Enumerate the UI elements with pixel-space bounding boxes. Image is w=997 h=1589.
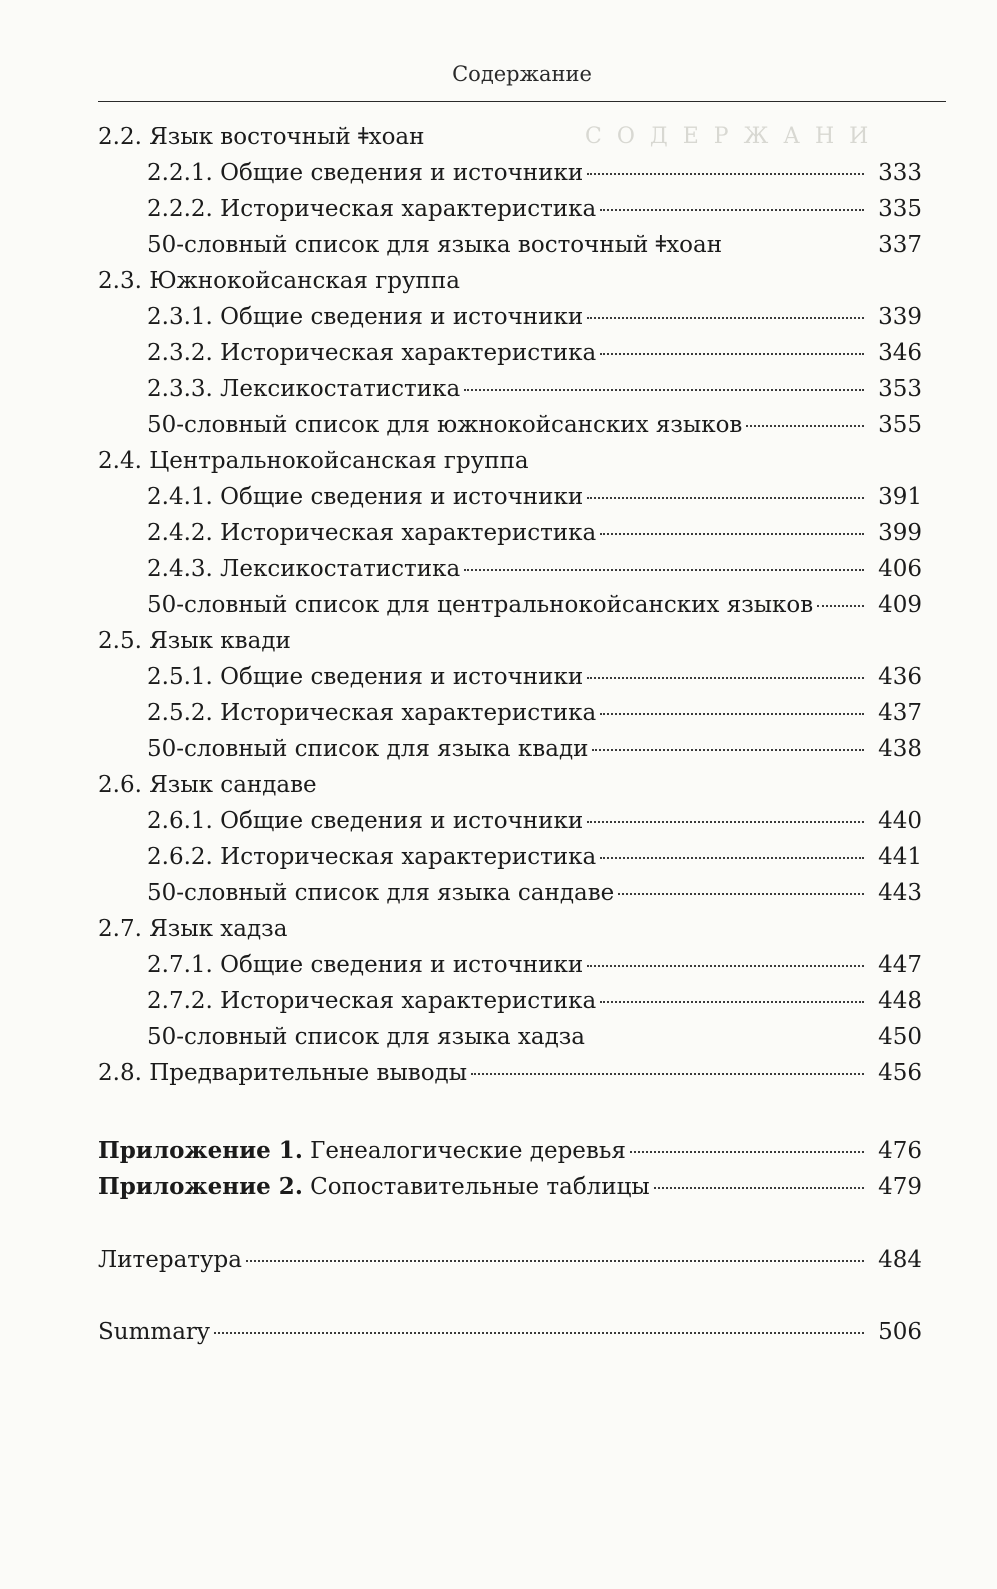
toc-section-2-5 <box>98 623 922 659</box>
toc-entry <box>147 335 922 371</box>
dot-leader <box>746 425 864 427</box>
appendix-label: Приложение 1. <box>98 1137 303 1164</box>
dot-leader <box>587 497 864 499</box>
dot-leader <box>600 209 864 211</box>
toc-section-2-4 <box>98 443 922 479</box>
toc-entry-title: 2.3.3. Лексикостатистика <box>147 376 461 402</box>
dot-leader <box>587 173 864 175</box>
dot-leader <box>464 389 864 391</box>
toc-section-2-2 <box>98 119 922 155</box>
dot-leader <box>587 677 864 679</box>
toc-appendix-2 <box>98 1169 922 1205</box>
toc-entry-title: 2.3. Южнокойсанская группа <box>98 268 460 294</box>
toc-page-number: 409 <box>878 592 922 618</box>
dot-leader <box>817 605 864 607</box>
toc-section-2-8 <box>98 1055 922 1091</box>
toc-entry <box>147 659 922 695</box>
toc-entry-title <box>98 1133 626 1169</box>
toc-entry <box>147 515 922 551</box>
toc-page-number: 406 <box>878 556 922 582</box>
toc-entry <box>147 191 922 227</box>
toc-entry <box>147 1019 922 1055</box>
toc-page-number: 506 <box>878 1319 922 1345</box>
dot-leader <box>587 965 864 967</box>
toc-entry <box>147 551 922 587</box>
dot-leader <box>600 533 864 535</box>
toc-entry <box>147 407 922 443</box>
dot-leader <box>587 821 864 823</box>
toc-page-number: 441 <box>878 844 922 870</box>
dot-leader <box>214 1332 864 1334</box>
toc-entry-title: 2.4.1. Общие сведения и источники <box>147 484 584 510</box>
toc-entry <box>147 155 922 191</box>
bleed-through-heading: С О Д Е Р Ж А Н И <box>585 124 873 149</box>
toc-entry <box>147 587 922 623</box>
toc-entry-title: 2.8. Предварительные выводы <box>98 1060 468 1086</box>
dot-leader <box>464 569 864 571</box>
toc-entry-title: 2.7. Язык хадза <box>98 916 288 942</box>
dot-leader <box>471 1073 864 1075</box>
toc-entry <box>147 731 922 767</box>
header-rule <box>98 101 946 102</box>
toc-entry-title: 2.2.2. Историческая характеристика <box>147 196 597 222</box>
toc-page-number: 346 <box>878 340 922 366</box>
toc-entry <box>147 839 922 875</box>
toc-page-number: 353 <box>878 376 922 402</box>
dot-leader <box>246 1260 864 1262</box>
toc-page-number: 333 <box>878 160 922 186</box>
dot-leader <box>600 353 864 355</box>
dot-leader <box>592 749 864 751</box>
dot-leader <box>618 893 864 895</box>
toc-entry-title: 2.5.1. Общие сведения и источники <box>147 664 584 690</box>
dot-leader <box>587 317 864 319</box>
toc-entry <box>147 947 922 983</box>
toc-entry-title: 2.6.1. Общие сведения и источники <box>147 808 584 834</box>
toc-page-number: 391 <box>878 484 922 510</box>
toc-entry-title: 50-словный список для языка хадза <box>147 1024 586 1050</box>
toc-page-number: 476 <box>878 1138 922 1164</box>
toc-page-number: 438 <box>878 736 922 762</box>
toc-entry <box>147 983 922 1019</box>
toc-page-number: 399 <box>878 520 922 546</box>
dot-leader <box>654 1187 864 1189</box>
toc-appendix-1 <box>98 1133 922 1169</box>
toc-entry-title: 2.4.2. Историческая характеристика <box>147 520 597 546</box>
toc-entry-title <box>98 1169 650 1205</box>
dot-leader <box>630 1151 864 1153</box>
toc-entry <box>147 803 922 839</box>
toc-entry-title: 2.3.1. Общие сведения и источники <box>147 304 584 330</box>
toc-page-number: 335 <box>878 196 922 222</box>
toc-page-number: 355 <box>878 412 922 438</box>
toc-page-number: 448 <box>878 988 922 1014</box>
toc-page-number: 337 <box>878 232 922 258</box>
toc-page-number: 436 <box>878 664 922 690</box>
toc-entry-title: Литература <box>98 1247 242 1273</box>
toc-entry <box>147 875 922 911</box>
toc-section-2-3 <box>98 263 922 299</box>
toc-page-number: 479 <box>878 1174 922 1200</box>
toc-entry-title: 50-словный список для языка квади <box>147 736 589 762</box>
toc-entry-title: 2.4. Центральнокойсанская группа <box>98 448 529 474</box>
toc-page-number: 484 <box>878 1247 922 1273</box>
toc-section-2-6 <box>98 767 922 803</box>
toc-entry-title: 2.2. Язык восточный ǂхоан <box>98 124 425 150</box>
toc-entry-title: 2.4.3. Лексикостатистика <box>147 556 461 582</box>
toc-entry-title: 2.7.1. Общие сведения и источники <box>147 952 584 978</box>
dot-leader <box>600 713 864 715</box>
toc-entry-title: 2.5. Язык квади <box>98 628 291 654</box>
toc-entry-title: 50-словный список для языка сандаве <box>147 880 615 906</box>
toc-summary <box>98 1314 922 1350</box>
toc-page-number: 437 <box>878 700 922 726</box>
dot-leader <box>600 857 864 859</box>
dot-leader <box>600 1001 864 1003</box>
toc-entry-title: 2.3.2. Историческая характеристика <box>147 340 597 366</box>
toc-page-number: 440 <box>878 808 922 834</box>
appendix-title: Генеалогические деревья <box>302 1138 626 1164</box>
toc-page-number: 456 <box>878 1060 922 1086</box>
running-head: Содержание <box>452 62 592 86</box>
toc-entry-title: 2.6. Язык сандаве <box>98 772 317 798</box>
toc-section-2-7 <box>98 911 922 947</box>
toc-entry <box>147 299 922 335</box>
appendix-title: Сопоставительные таблицы <box>302 1174 650 1200</box>
toc-entry-title: 2.7.2. Историческая характеристика <box>147 988 597 1014</box>
toc-entry <box>147 371 922 407</box>
toc-entry-title: 2.2.1. Общие сведения и источники <box>147 160 584 186</box>
toc-page-number: 339 <box>878 304 922 330</box>
toc-entry-title: 2.5.2. Историческая характеристика <box>147 700 597 726</box>
toc-entry-title: 50-словный список для центральнокойсанских языков <box>147 592 814 618</box>
appendix-label: Приложение 2. <box>98 1173 303 1200</box>
toc-entry <box>147 479 922 515</box>
toc-entry-title: 2.6.2. Историческая характеристика <box>147 844 597 870</box>
toc-entry-title: 50-словный список для языка восточный ǂхоан <box>147 232 723 258</box>
toc-bibliography <box>98 1242 922 1278</box>
toc-page-number: 443 <box>878 880 922 906</box>
toc-page-number: 447 <box>878 952 922 978</box>
toc-page-number: 450 <box>878 1024 922 1050</box>
toc-entry-title: 50-словный список для южнокойсанских языков <box>147 412 743 438</box>
toc-entry <box>147 695 922 731</box>
toc-entry-title: Summary <box>98 1319 210 1345</box>
toc-entry <box>147 227 922 263</box>
